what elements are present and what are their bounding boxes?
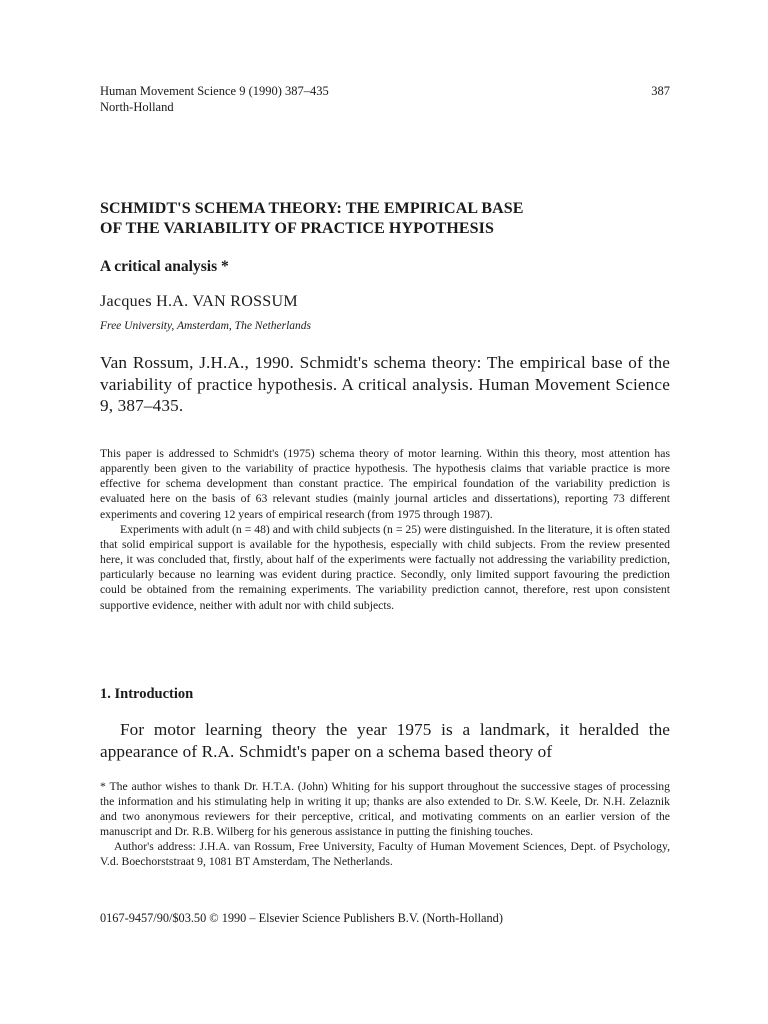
paper-title: [100, 199, 670, 239]
paper-subtitle: A critical analysis *: [100, 258, 229, 275]
footnote-acknowledgement: * The author wishes to thank Dr. H.T.A. (John) Whiting for his support throughout the successive stages of processing the information and his stimulating help in writing it up; thanks are also extended to Dr. S.W. Keele, Dr. N.H. Zelaznik and two anonymous reviewers for their perceptive, critical, and motivating comments on an earlier version of the manuscript and Dr. R.B. Wilberg for his generous assistance in putting the finishing touches.: [100, 780, 670, 839]
abstract: [100, 446, 670, 613]
abstract-paragraph-2: Experiments with adult (n = 48) and with child subjects (n = 25) were distinguished. In the literature, it is often stated that solid empirical support is available for the hypothesis, especially with child subjects. From the review presented here, it was concluded that, firstly, about half of the experiments were factually not addressing the variability prediction, particularly because no learning was evident during practice. Secondly, only limited support favouring the prediction could be obtained from the remaining experiments. The variability prediction cannot, therefore, rest upon consistent supportive evidence, neither with adult nor with child subjects.: [100, 522, 670, 612]
author-affiliation: Free University, Amsterdam, The Netherlands: [100, 320, 312, 332]
section-heading-introduction: 1. Introduction: [100, 686, 194, 702]
copyright-line: 0167-9457/90/$03.50 © 1990 – Elsevier Science Publishers B.V. (North-Holland): [100, 911, 503, 925]
publisher: North-Holland: [100, 100, 174, 114]
reference-citation: Van Rossum, J.H.A., 1990. Schmidt's schema theory: The empirical base of the variability of practice hypothesis. A critical analysis. Human Movement Science 9, 387–435.: [100, 353, 670, 415]
paper-title-line-1: SCHMIDT'S SCHEMA THEORY: THE EMPIRICAL BASE: [100, 200, 524, 217]
journal-citation: Human Movement Science 9 (1990) 387–435: [100, 84, 329, 98]
introduction-text: For motor learning theory the year 1975 is a landmark, it heralded the appearance of R.A. Schmidt's paper on a schema based theory of: [100, 720, 670, 761]
running-header: [100, 83, 670, 115]
abstract-paragraph-1: This paper is addressed to Schmidt's (1975) schema theory of motor learning. Within this theory, most attention has apparently been given to the variability of practice hypothesis. The hypothesis claims that variable practice is more effective for schema development than constant practice. The empirical foundation of the variability prediction is evaluated here on the basis of 63 relevant studies (mainly journal articles and dissertations), reporting 73 different experiments and covering 12 years of empirical research (from 1975 through 1987).: [100, 447, 670, 521]
paper-title-line-2: OF THE VARIABILITY OF PRACTICE HYPOTHESIS: [100, 220, 494, 237]
paper-page: [100, 0, 670, 1024]
footnote: [100, 779, 670, 870]
footnote-author-address: Author's address: J.H.A. van Rossum, Free University, Faculty of Human Movement Sciences, Dept. of Psychology, V.d. Boechorststraat 9, 1081 BT Amsterdam, The Netherlands.: [100, 840, 670, 869]
page-number: 387: [651, 84, 670, 98]
author-name: Jacques H.A. VAN ROSSUM: [100, 293, 298, 310]
